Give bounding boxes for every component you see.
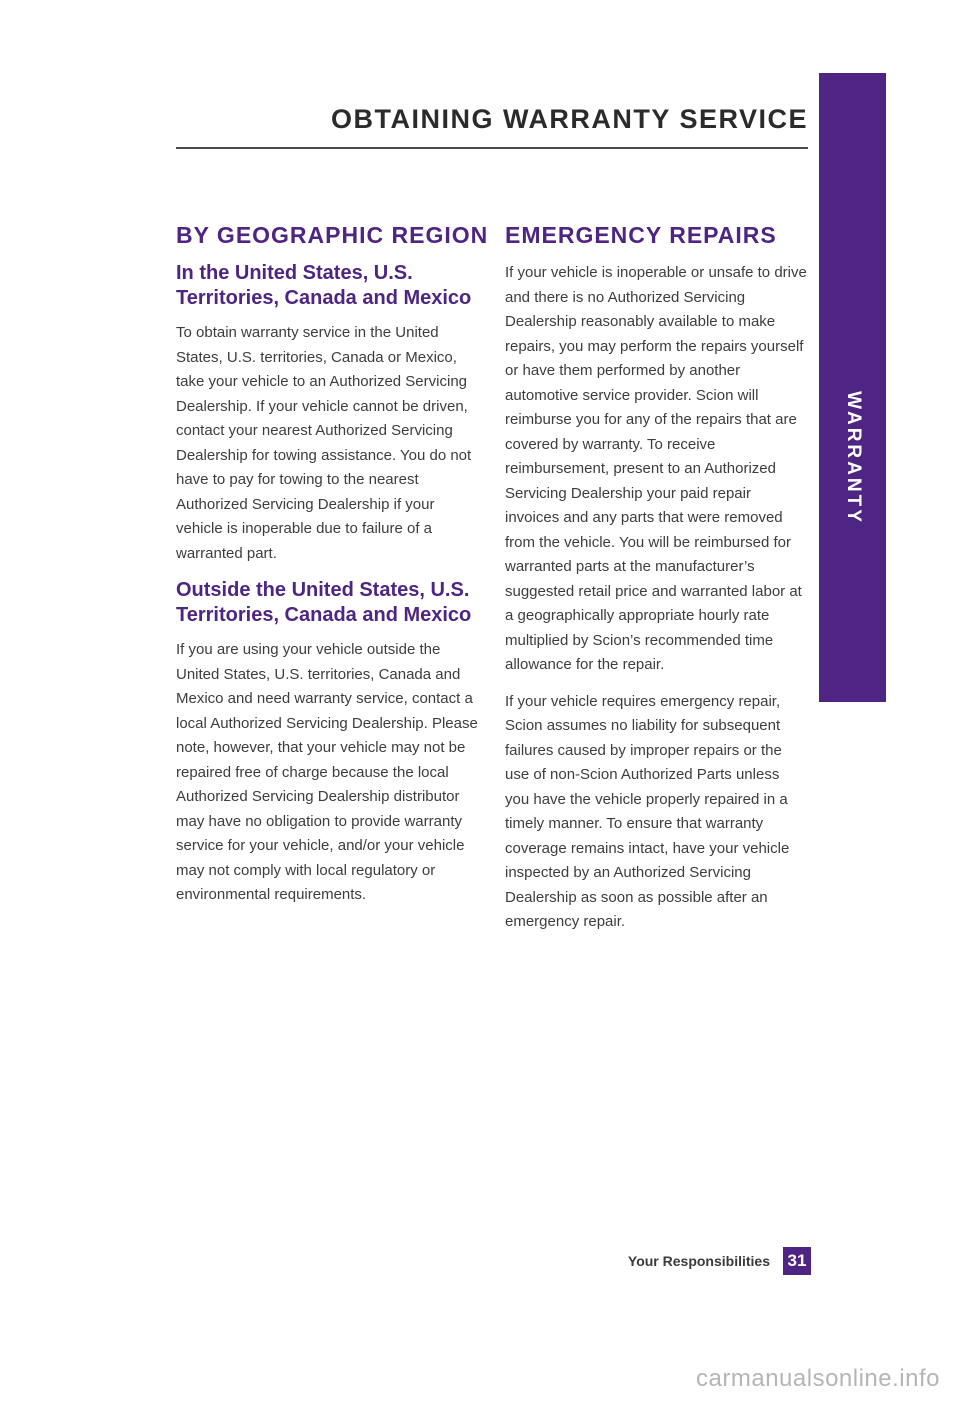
left-column bbox=[176, 222, 489, 920]
side-tab-label: WARRANTY bbox=[842, 391, 864, 525]
page-number-badge: 31 bbox=[783, 1247, 811, 1275]
section-side-tab bbox=[819, 73, 886, 702]
emergency-repairs-paragraph-1: If your vehicle is inoperable or unsafe to drive and there is no Authorized Servicing Dealership reasonably available to make repairs, you may perform the repairs yourself or have them performed by another automotive service provider. Scion will reimburse you for any of the repairs that are covered by warranty. To receive reimbursement, present to an Authorized Servicing Dealership your paid repair invoices and any parts that were removed from the vehicle. You will be reimbursed for warranted parts at the manufacturer’s suggested retail price and warranted labor at a geographically appropriate hourly rate multiplied by Scion’s recommended time allowance for the repair. bbox=[505, 264, 807, 673]
us-region-paragraph: To obtain warranty service in the United States, U.S. territories, Canada or Mexico, take your vehicle to an Authorized Servicing Dealership. If your vehicle cannot be driven, contact your nearest Authorized Servicing Dealership for towing assistance. You do not have to pay for towing to the nearest Authorized Servicing Dealership if your vehicle is inoperable due to failure of a warranted part. bbox=[176, 324, 472, 562]
geographic-region-heading: BY GEOGRAPHIC REGION bbox=[176, 222, 489, 248]
right-column bbox=[505, 222, 807, 947]
header-divider bbox=[176, 147, 808, 149]
us-region-subheading: In the United States, U.S. Territories, Canada and Mexico bbox=[176, 262, 472, 309]
emergency-repairs-heading: EMERGENCY REPAIRS bbox=[505, 222, 777, 248]
footer-section-label: Your Responsibilities bbox=[627, 1253, 770, 1269]
emergency-repairs-paragraph-2: If your vehicle requires emergency repair, Scion assumes no liability for subsequent failures caused by improper repairs or the use of non-Scion Authorized Parts unless you have the vehicle properly repaired in a timely manner. To ensure that warranty coverage remains intact, have your vehicle inspected by an Authorized Servicing Dealership as soon as possible after an emergency repair. bbox=[505, 692, 790, 930]
watermark: carmanualsonline.info bbox=[696, 1365, 940, 1392]
page-header-title: OBTAINING WARRANTY SERVICE bbox=[330, 104, 808, 134]
outside-us-paragraph: If you are using your vehicle outside the United States, U.S. territories, Canada and Mexico and need warranty service, contact a local Authorized Servicing Dealership. Please note, however, that your vehicle may not be repaired free of charge because the local Authorized Servicing Dealership distributor may have no obligation to provide warranty service for your vehicle, and/or your vehicle may not comply with local regulatory or environmental requirements. bbox=[176, 641, 478, 903]
outside-us-subheading: Outside the United States, U.S. Territories, Canada and Mexico bbox=[176, 579, 472, 626]
